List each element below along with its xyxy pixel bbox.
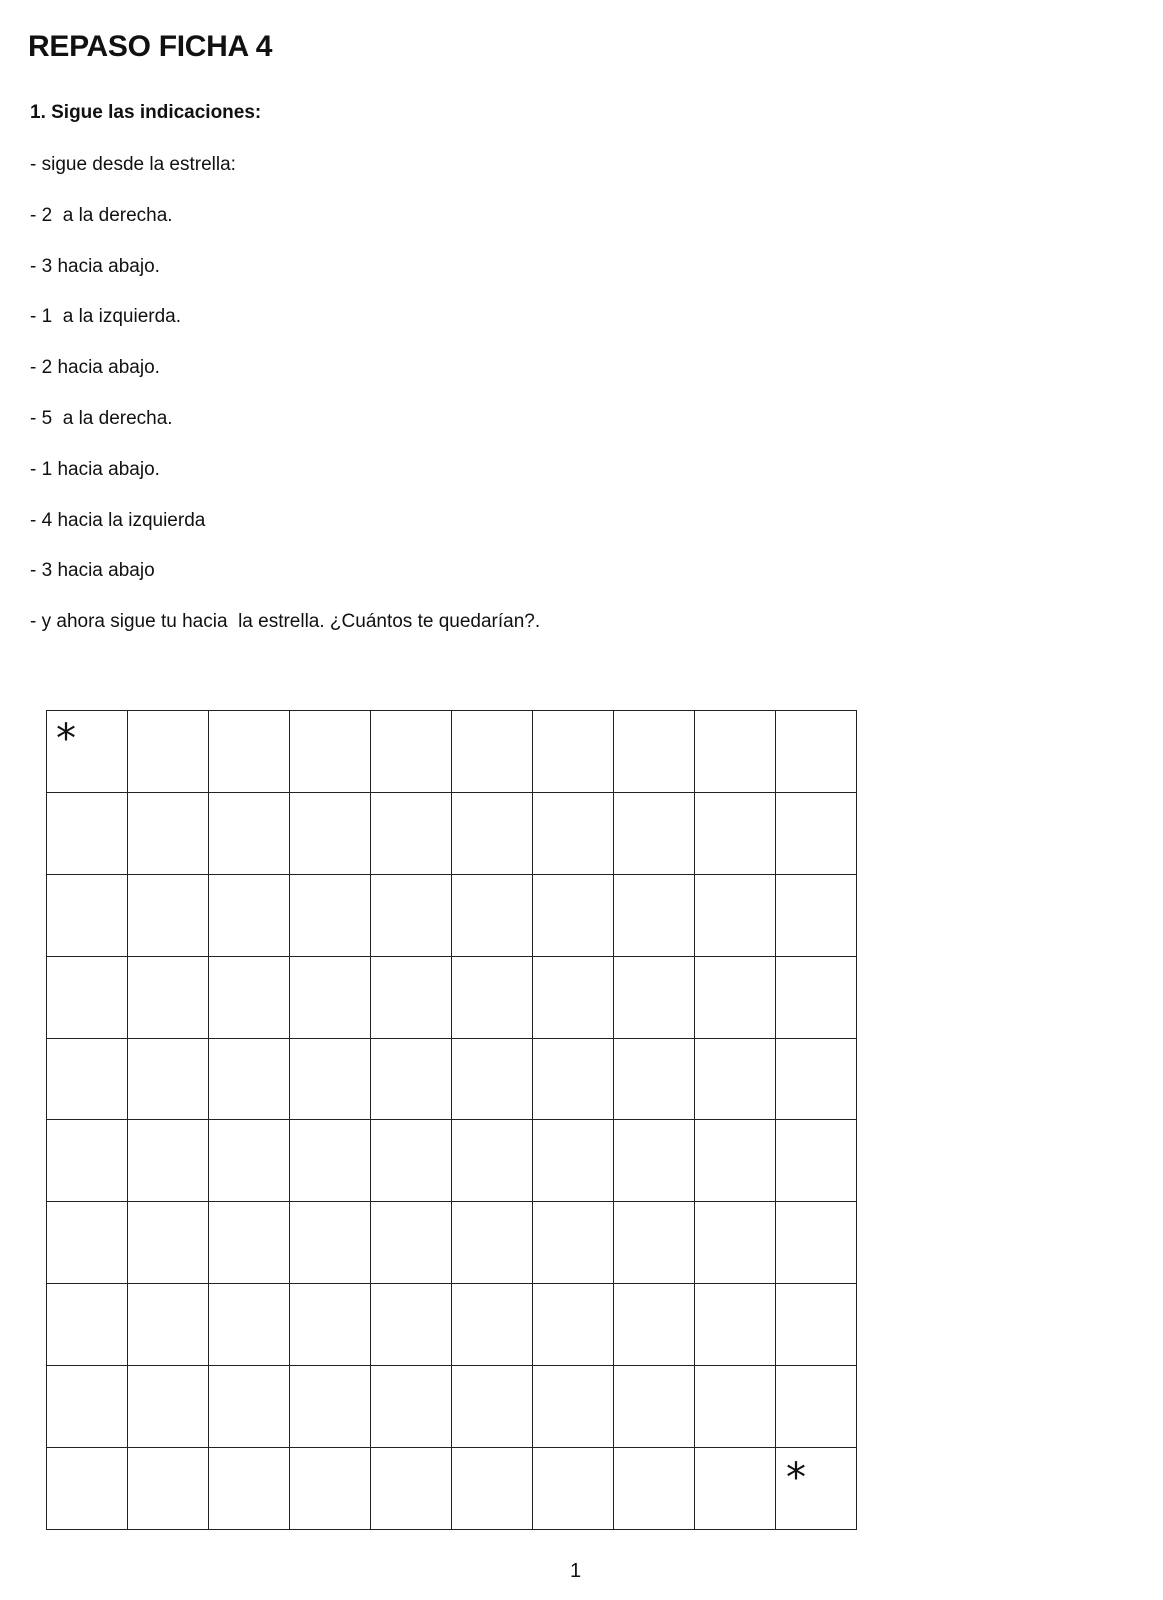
grid-cell (290, 1038, 371, 1120)
grid-cell (209, 711, 290, 793)
grid-cell (371, 1284, 452, 1366)
page-number: 1 (570, 1560, 582, 1582)
instruction-item: - 5 a la derecha. (30, 407, 173, 429)
grid-cell (614, 1202, 695, 1284)
grid-cell (290, 874, 371, 956)
grid-cell (533, 792, 614, 874)
grid-cell (128, 1038, 209, 1120)
grid-cell (533, 1202, 614, 1284)
grid-row (47, 874, 857, 956)
grid-cell (290, 792, 371, 874)
grid-cell (209, 956, 290, 1038)
grid-cell (209, 1448, 290, 1530)
grid-row (47, 1120, 857, 1202)
grid-cell (47, 1448, 128, 1530)
grid-cell (695, 1284, 776, 1366)
grid-cell (371, 874, 452, 956)
path-grid (46, 710, 857, 1530)
grid-row (47, 1448, 857, 1530)
grid-cell (128, 1448, 209, 1530)
grid-cell (371, 1202, 452, 1284)
grid-cell (452, 874, 533, 956)
instruction-item: - 1 a la izquierda. (30, 306, 182, 328)
grid-cell (452, 1038, 533, 1120)
page-title: REPASO FICHA 4 (28, 30, 273, 63)
grid-cell (47, 1202, 128, 1284)
grid-cell (290, 711, 371, 793)
grid-cell (695, 1366, 776, 1448)
grid-cell (290, 1448, 371, 1530)
grid-cell (128, 1284, 209, 1366)
grid-cell (452, 1366, 533, 1448)
grid-cell (47, 956, 128, 1038)
grid-cell (695, 711, 776, 793)
grid-cell (614, 1366, 695, 1448)
grid-cell (776, 1038, 857, 1120)
grid-row (47, 1038, 857, 1120)
grid-cell (209, 1366, 290, 1448)
grid-row (47, 1284, 857, 1366)
grid-cell (47, 1284, 128, 1366)
end-star-icon: * (786, 1455, 806, 1502)
grid-cell (452, 1284, 533, 1366)
instruction-item: - y ahora sigue tu hacia la estrella. ¿Cuántos te quedarían?. (30, 611, 541, 633)
grid-cell (533, 956, 614, 1038)
grid-cell (47, 1366, 128, 1448)
grid-cell (47, 792, 128, 874)
grid-cell (614, 1120, 695, 1202)
grid-cell (776, 1366, 857, 1448)
grid-cell (452, 1448, 533, 1530)
grid-cell (695, 1038, 776, 1120)
grid-cell (209, 1120, 290, 1202)
grid-cell (614, 792, 695, 874)
instruction-item: - 2 hacia abajo. (30, 357, 160, 379)
grid-cell (533, 711, 614, 793)
grid-cell (695, 1448, 776, 1530)
grid-cell (452, 792, 533, 874)
grid-cell (776, 1120, 857, 1202)
instruction-item: - sigue desde la estrella: (30, 154, 236, 175)
grid-cell (776, 1448, 857, 1530)
grid-cell (128, 1366, 209, 1448)
grid-cell (371, 1366, 452, 1448)
grid-cell (614, 956, 695, 1038)
grid-cell (128, 874, 209, 956)
grid-cell (695, 1202, 776, 1284)
grid-cell (47, 1038, 128, 1120)
grid-cell (776, 956, 857, 1038)
instruction-item: - 1 hacia abajo. (30, 458, 160, 480)
start-star-icon: * (56, 716, 76, 762)
exercise-heading: 1. Sigue las indicaciones: (30, 102, 262, 123)
grid-cell (47, 874, 128, 956)
grid-cell (533, 874, 614, 956)
grid-cell (128, 711, 209, 793)
grid-cell (776, 1202, 857, 1284)
grid-cell (776, 874, 857, 956)
grid-cell (776, 711, 857, 793)
grid-cell (209, 792, 290, 874)
grid-row (47, 792, 857, 874)
grid-cell (128, 1120, 209, 1202)
instruction-item: - 2 a la derecha. (30, 204, 173, 226)
grid-cell (776, 1284, 857, 1366)
grid-cell (533, 1366, 614, 1448)
grid-cell (614, 1038, 695, 1120)
instruction-item: - 3 hacia abajo. (30, 255, 160, 277)
grid-cell (371, 1038, 452, 1120)
grid-cell (209, 1284, 290, 1366)
instructions-list (30, 152, 540, 660)
instruction-item: - 4 hacia la izquierda (30, 509, 206, 531)
grid-cell (47, 1120, 128, 1202)
grid-cell (290, 956, 371, 1038)
grid-cell (533, 1038, 614, 1120)
grid-cell (533, 1284, 614, 1366)
grid-cell (614, 1284, 695, 1366)
grid-cell (290, 1120, 371, 1202)
instruction-item: - 3 hacia abajo (30, 560, 155, 582)
grid-cell (371, 956, 452, 1038)
grid-cell (209, 1038, 290, 1120)
grid-cell (128, 792, 209, 874)
grid-row (47, 711, 857, 793)
grid-cell (209, 874, 290, 956)
grid-cell (128, 1202, 209, 1284)
grid-cell (614, 1448, 695, 1530)
grid-row (47, 1366, 857, 1448)
grid-cell (371, 711, 452, 793)
grid-cell (371, 792, 452, 874)
grid-cell (776, 792, 857, 874)
grid-cell (452, 1120, 533, 1202)
grid-cell (533, 1120, 614, 1202)
grid-cell (614, 874, 695, 956)
grid-cell (452, 1202, 533, 1284)
grid-cell (695, 956, 776, 1038)
grid-cell (452, 956, 533, 1038)
grid-cell (371, 1120, 452, 1202)
grid-cell (695, 792, 776, 874)
grid-cell (533, 1448, 614, 1530)
grid-cell (128, 956, 209, 1038)
grid-cell (290, 1366, 371, 1448)
grid-cell (695, 1120, 776, 1202)
grid-cell (209, 1202, 290, 1284)
grid-cell (47, 711, 128, 793)
grid-cell (290, 1284, 371, 1366)
grid-cell (695, 874, 776, 956)
grid-cell (290, 1202, 371, 1284)
grid-cell (452, 711, 533, 793)
grid-row (47, 956, 857, 1038)
grid-row (47, 1202, 857, 1284)
grid-cell (614, 711, 695, 793)
grid-cell (371, 1448, 452, 1530)
